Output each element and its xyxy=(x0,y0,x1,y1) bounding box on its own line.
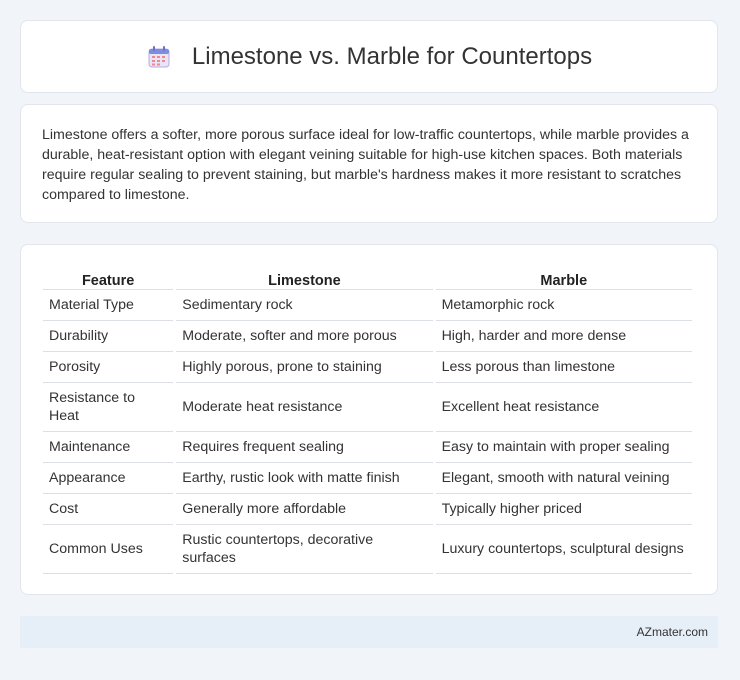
marble-cell: High, harder and more dense xyxy=(436,321,692,352)
table-row xyxy=(43,494,692,525)
feature-cell: Durability xyxy=(43,321,173,352)
marble-cell: Excellent heat resistance xyxy=(436,383,692,432)
feature-cell: Appearance xyxy=(43,463,173,494)
limestone-cell: Earthy, rustic look with matte finish xyxy=(176,463,432,494)
limestone-cell: Requires frequent sealing xyxy=(176,432,432,463)
footer xyxy=(20,616,718,648)
table-row xyxy=(43,463,692,494)
header-limestone: Limestone xyxy=(176,265,432,290)
limestone-cell: Moderate heat resistance xyxy=(176,383,432,432)
title-card xyxy=(20,20,718,93)
marble-cell: Easy to maintain with proper sealing xyxy=(436,432,692,463)
summary-card xyxy=(20,104,718,223)
comparison-table xyxy=(40,265,695,574)
marble-cell: Luxury countertops, sculptural designs xyxy=(436,525,692,574)
summary-text: Limestone offers a softer, more porous surface ideal for low-traffic countertops, while marble provides a durable, heat-resistant option with elegant veining suitable for high-use kitchen spaces. Both materials require regular sealing to prevent staining, but marble's hardness makes it more resistant to scratches compared to limestone. xyxy=(42,127,689,203)
table-row xyxy=(43,321,692,352)
limestone-cell: Sedimentary rock xyxy=(176,290,432,321)
calendar-icon xyxy=(146,44,172,70)
table-row xyxy=(43,432,692,463)
marble-cell: Metamorphic rock xyxy=(436,290,692,321)
footer-brand[interactable]: AZmater.com xyxy=(636,625,708,639)
header-marble: Marble xyxy=(436,265,692,290)
limestone-cell: Generally more affordable xyxy=(176,494,432,525)
comparison-table-card xyxy=(20,244,718,595)
limestone-cell: Moderate, softer and more porous xyxy=(176,321,432,352)
limestone-cell: Rustic countertops, decorative surfaces xyxy=(176,525,432,574)
feature-cell: Common Uses xyxy=(43,525,173,574)
marble-cell: Less porous than limestone xyxy=(436,352,692,383)
marble-cell: Typically higher priced xyxy=(436,494,692,525)
page-title: Limestone vs. Marble for Countertops xyxy=(191,42,593,70)
table-row xyxy=(43,352,692,383)
feature-cell: Porosity xyxy=(43,352,173,383)
feature-cell: Cost xyxy=(43,494,173,525)
table-row xyxy=(43,383,692,432)
feature-cell: Material Type xyxy=(43,290,173,321)
feature-cell: Resistance to Heat xyxy=(43,383,173,432)
feature-cell: Maintenance xyxy=(43,432,173,463)
table-row xyxy=(43,525,692,574)
header-feature: Feature xyxy=(43,265,173,290)
table-header-row xyxy=(43,265,692,290)
marble-cell: Elegant, smooth with natural veining xyxy=(436,463,692,494)
table-row xyxy=(43,290,692,321)
limestone-cell: Highly porous, prone to staining xyxy=(176,352,432,383)
